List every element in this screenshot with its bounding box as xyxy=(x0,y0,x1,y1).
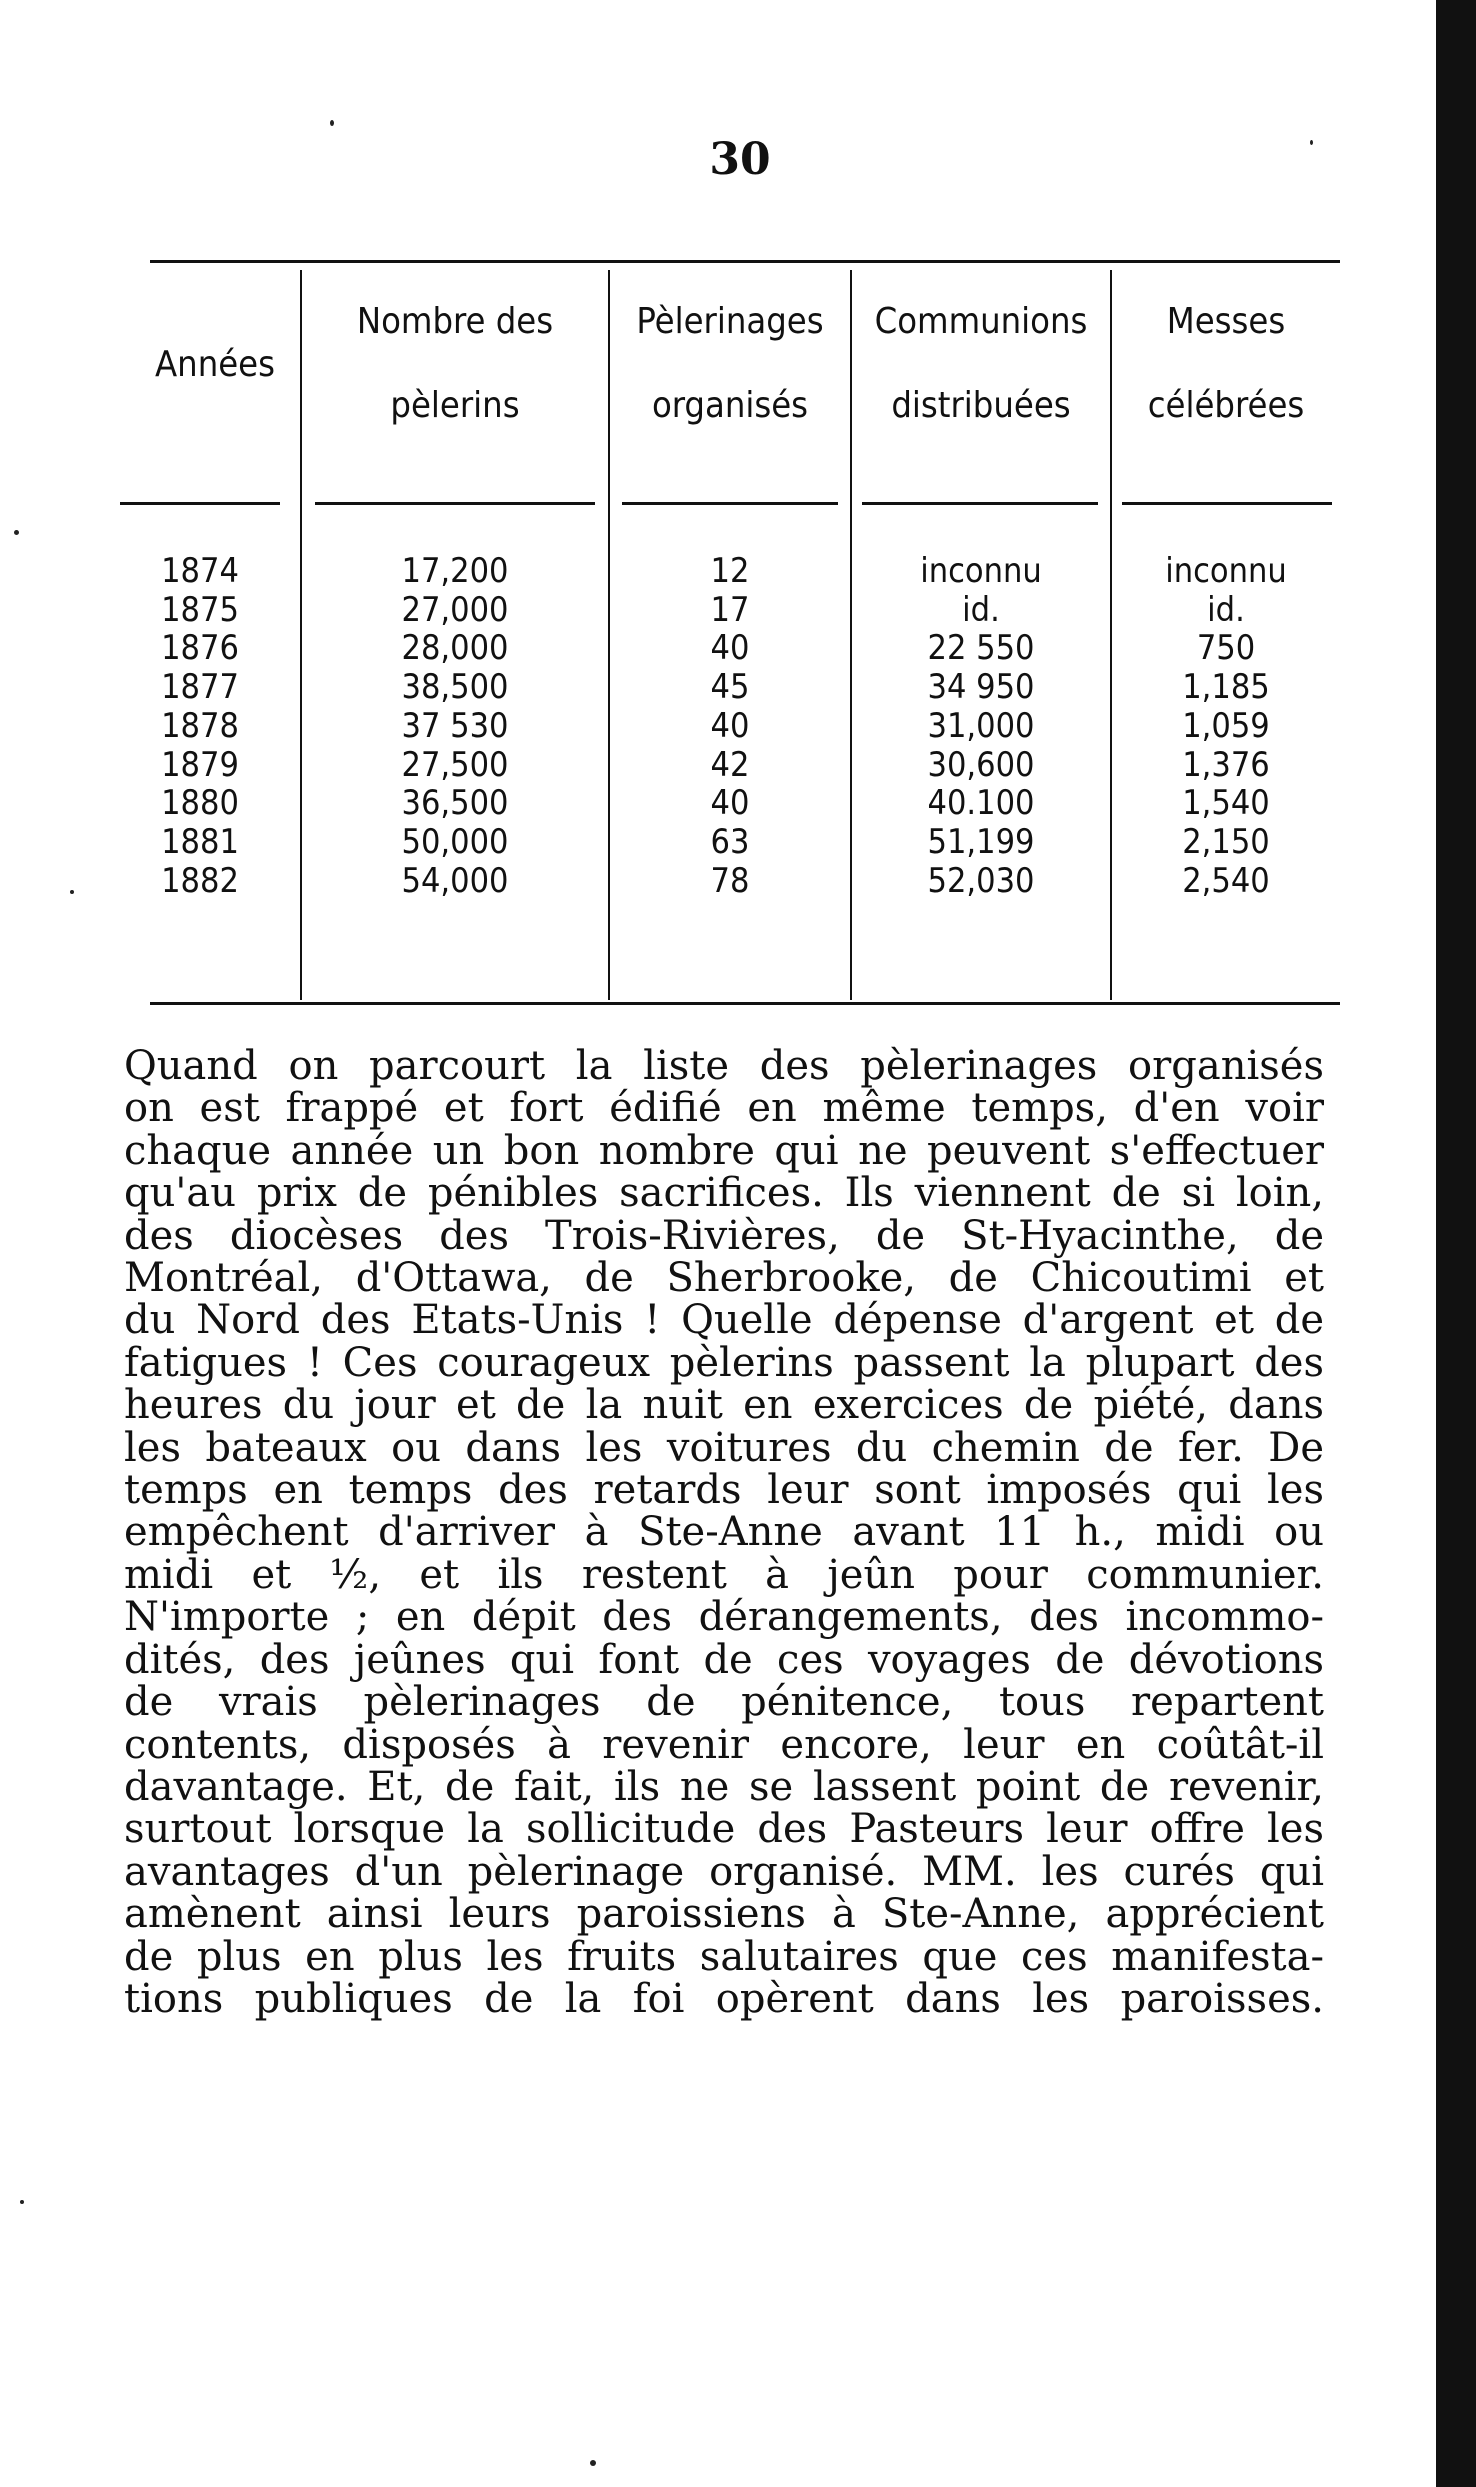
text-line: davantage. Et, de fait, ils ne se lassent point de revenir, xyxy=(124,1763,1324,1810)
cell-year: 1880 xyxy=(161,783,239,824)
ink-speck xyxy=(20,2200,24,2204)
header-underline xyxy=(622,502,838,505)
cell-communions: id. xyxy=(962,589,1000,630)
text-line: contents, disposés à revenir encore, leur en coûtât-il xyxy=(124,1721,1324,1768)
text-line: qu'au prix de pénibles sacrifices. Ils viennent de si loin, xyxy=(124,1170,1324,1217)
header-underline xyxy=(862,502,1098,505)
cell-messes: inconnu xyxy=(1165,551,1287,591)
cell-communions: 31,000 xyxy=(927,705,1035,746)
column-pelerinages xyxy=(610,552,850,900)
header-pelerins-line2: pèlerins xyxy=(390,385,520,426)
page-edge-shadow xyxy=(1436,0,1476,2487)
header-messes-line1: Messes xyxy=(1166,301,1286,342)
table-bottom-rule xyxy=(150,1002,1340,1005)
cell-messes: id. xyxy=(1207,589,1245,630)
header-pelerins xyxy=(302,302,608,426)
text-line: chaque année un bon nombre qui ne peuvent s'effectuer xyxy=(124,1127,1324,1174)
cell-messes: 2,540 xyxy=(1182,860,1270,901)
cell-pelerinages: 78 xyxy=(710,860,750,901)
cell-pelerins: 17,200 xyxy=(401,551,509,591)
header-annees-label: Années xyxy=(155,344,275,385)
cell-pelerinages: 17 xyxy=(710,589,750,630)
cell-pelerins: 28,000 xyxy=(401,628,509,669)
text-line: des diocèses des Trois-Rivières, de St-Hyacinthe, de xyxy=(124,1212,1324,1259)
header-communions xyxy=(852,302,1110,426)
cell-year: 1877 xyxy=(161,667,239,708)
cell-pelerinages: 12 xyxy=(710,551,750,591)
statistics-table xyxy=(150,260,1340,1010)
cell-pelerins: 27,000 xyxy=(401,589,509,630)
cell-messes: 750 xyxy=(1196,628,1256,669)
text-line: fatigues ! Ces courageux pèlerins passent la plupart des xyxy=(124,1339,1324,1386)
header-pelerinages xyxy=(610,302,850,426)
text-line: N'importe ; en dépit des dérangements, des incommo- xyxy=(124,1594,1324,1641)
text-line: de plus en plus les fruits salutaires que ces manifesta- xyxy=(124,1933,1324,1980)
header-messes xyxy=(1112,302,1340,426)
cell-pelerinages: 40 xyxy=(710,628,750,669)
cell-communions: 34 950 xyxy=(927,667,1035,708)
text-line: midi et ½, et ils restent à jeûn pour communier. xyxy=(124,1551,1324,1598)
text-line: surtout lorsque la sollicitude des Pasteurs leur offre les xyxy=(124,1806,1324,1853)
cell-year: 1876 xyxy=(161,628,239,669)
text-line: temps en temps des retards leur sont imposés qui les xyxy=(124,1467,1324,1514)
cell-communions: inconnu xyxy=(920,551,1042,591)
cell-year: 1881 xyxy=(161,821,239,862)
column-messes xyxy=(1112,552,1340,900)
text-line: Montréal, d'Ottawa, de Sherbrooke, de Chicoutimi et xyxy=(124,1255,1324,1302)
cell-year: 1875 xyxy=(161,589,239,630)
header-communions-line1: Communions xyxy=(874,301,1088,342)
column-pelerins xyxy=(302,552,608,900)
cell-communions: 51,199 xyxy=(927,821,1035,862)
cell-pelerinages: 63 xyxy=(710,821,750,862)
cell-communions: 40.100 xyxy=(927,783,1035,824)
cell-year: 1879 xyxy=(161,744,239,785)
cell-pelerinages: 40 xyxy=(710,705,750,746)
cell-messes: 1,059 xyxy=(1182,705,1270,746)
cell-pelerins: 54,000 xyxy=(401,860,509,901)
cell-pelerins: 37 530 xyxy=(401,705,509,746)
text-line: empêchent d'arriver à Ste-Anne avant 11 h., midi ou xyxy=(124,1509,1324,1556)
header-pelerins-line1: Nombre des xyxy=(356,301,554,342)
header-pelerinages-line1: Pèlerinages xyxy=(636,301,824,342)
text-line: heures du jour et de la nuit en exercices de piété, dans xyxy=(124,1382,1324,1429)
column-years xyxy=(120,552,280,900)
cell-messes: 2,150 xyxy=(1182,821,1270,862)
text-line: avantages d'un pèlerinage organisé. MM. les curés qui xyxy=(124,1848,1324,1895)
text-line: les bateaux ou dans les voitures du chemin de fer. De xyxy=(124,1424,1324,1471)
cell-communions: 52,030 xyxy=(927,860,1035,901)
cell-messes: 1,185 xyxy=(1182,667,1270,708)
text-line: de vrais pèlerinages de pénitence, tous repartent xyxy=(124,1679,1324,1726)
cell-pelerins: 36,500 xyxy=(401,783,509,824)
header-underline xyxy=(315,502,595,505)
cell-pelerins: 50,000 xyxy=(401,821,509,862)
ink-speck xyxy=(14,530,19,535)
cell-pelerinages: 40 xyxy=(710,783,750,824)
text-line: Quand on parcourt la liste des pèlerinages organisés xyxy=(124,1043,1324,1089)
header-pelerinages-line2: organisés xyxy=(651,385,809,426)
header-annees xyxy=(130,345,300,385)
page-number: 30 xyxy=(709,134,771,185)
text-line: amènent ainsi leurs paroissiens à Ste-Anne, apprécient xyxy=(124,1891,1324,1938)
text-line: du Nord des Etats-Unis ! Quelle dépense d'argent et de xyxy=(124,1297,1324,1344)
header-communions-line2: distribuées xyxy=(891,385,1071,426)
cell-communions: 22 550 xyxy=(927,628,1035,669)
cell-pelerins: 27,500 xyxy=(401,744,509,785)
header-underline xyxy=(120,502,280,505)
cell-year: 1882 xyxy=(161,860,239,901)
ink-speck xyxy=(590,2460,596,2466)
ink-speck xyxy=(330,120,334,126)
cell-communions: 30,600 xyxy=(927,744,1035,785)
text-line: on est frappé et fort édifié en même temps, d'en voir xyxy=(124,1085,1324,1132)
cell-messes: 1,376 xyxy=(1182,744,1270,785)
cell-year: 1878 xyxy=(161,705,239,746)
ink-speck xyxy=(1310,140,1313,145)
cell-pelerins: 38,500 xyxy=(401,667,509,708)
header-messes-line2: célébrées xyxy=(1147,385,1305,426)
text-line: dités, des jeûnes qui font de ces voyages de dévotions xyxy=(124,1636,1324,1683)
column-communions xyxy=(852,552,1110,900)
ink-speck xyxy=(70,890,74,894)
table-top-rule xyxy=(150,260,1340,263)
cell-pelerinages: 45 xyxy=(710,667,750,708)
text-line: tions publiques de la foi opèrent dans les paroisses. xyxy=(124,1975,1324,2022)
cell-messes: 1,540 xyxy=(1182,783,1270,824)
cell-pelerinages: 42 xyxy=(710,744,750,785)
cell-year: 1874 xyxy=(161,551,239,591)
header-underline xyxy=(1122,502,1332,505)
body-paragraph xyxy=(124,1045,1324,2020)
